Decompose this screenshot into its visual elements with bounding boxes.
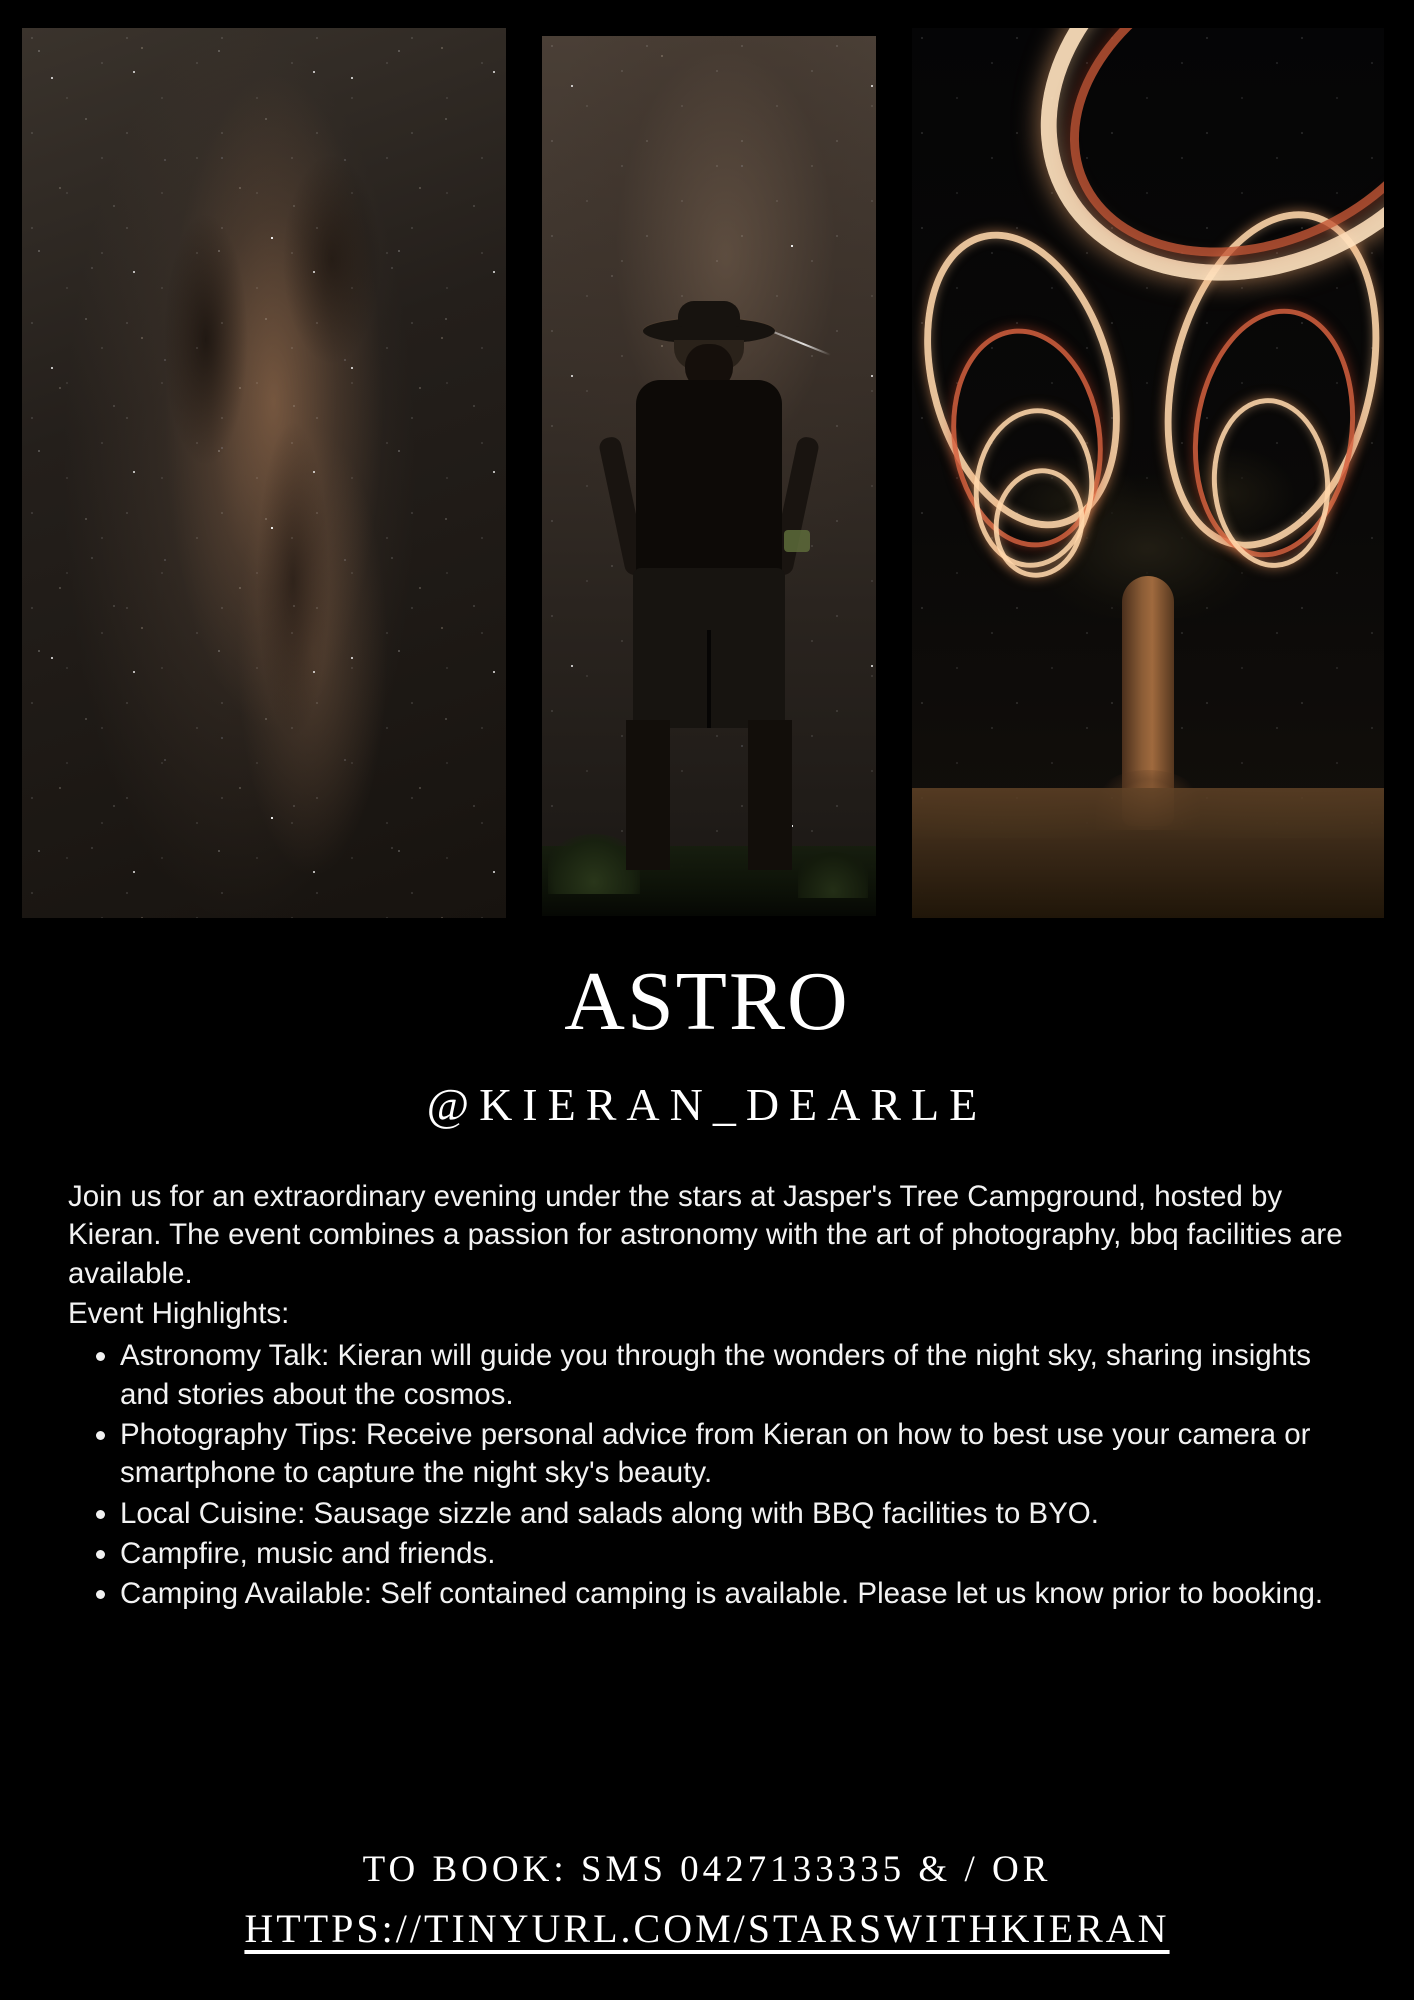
list-item: • Camping Available: Self contained camping is available. Please let us know prior to booking. [120,1575,1358,1613]
list-item: • Campfire, music and friends. [120,1535,1358,1573]
person-silhouette [594,318,824,878]
highlights-list [68,1337,1358,1613]
hat-crown [678,301,740,327]
highlights-label: Event Highlights: [68,1297,290,1331]
shorts [633,568,785,728]
list-item: • Local Cuisine: Sausage sizzle and salads along with BBQ facilities to BYO. [120,1495,1358,1533]
page-title: ASTRO [564,955,850,1048]
list-item: • Astronomy Talk: Kieran will guide you through the wonders of the night sky, sharing insights and stories about the cosmos. [120,1337,1358,1414]
booking-sms-line: TO BOOK: SMS 0427133335 & / OR [362,1849,1052,1890]
torso [636,380,782,580]
left-leg [626,720,670,870]
stargazer-silhouette-photo [542,36,876,916]
milky-way-core-photo [22,28,506,918]
instagram-handle: @KIERAN_DEARLE [426,1079,988,1130]
list-item: • Photography Tips: Receive personal advice from Kieran on how to best use your camera or smartphone to capture the night sky's beauty. [120,1416,1358,1493]
wrist-band [784,530,810,552]
star-field-layer-c [22,28,506,918]
light-painting-boab-tree-photo [912,28,1384,918]
event-description [68,1178,1358,1616]
ground-foreground [912,788,1384,918]
booking-url-link[interactable]: HTTPS://TINYURL.COM/STARSWITHKIERAN [244,1906,1170,1951]
right-leg [748,720,792,870]
intro-paragraph: Join us for an extraordinary evening under the stars at Jasper's Tree Campground, hosted by Kieran. The event combines a passion for astronomy with the art of photography, bbq facilities are available. [68,1180,1343,1290]
photo-strip [22,28,1392,918]
